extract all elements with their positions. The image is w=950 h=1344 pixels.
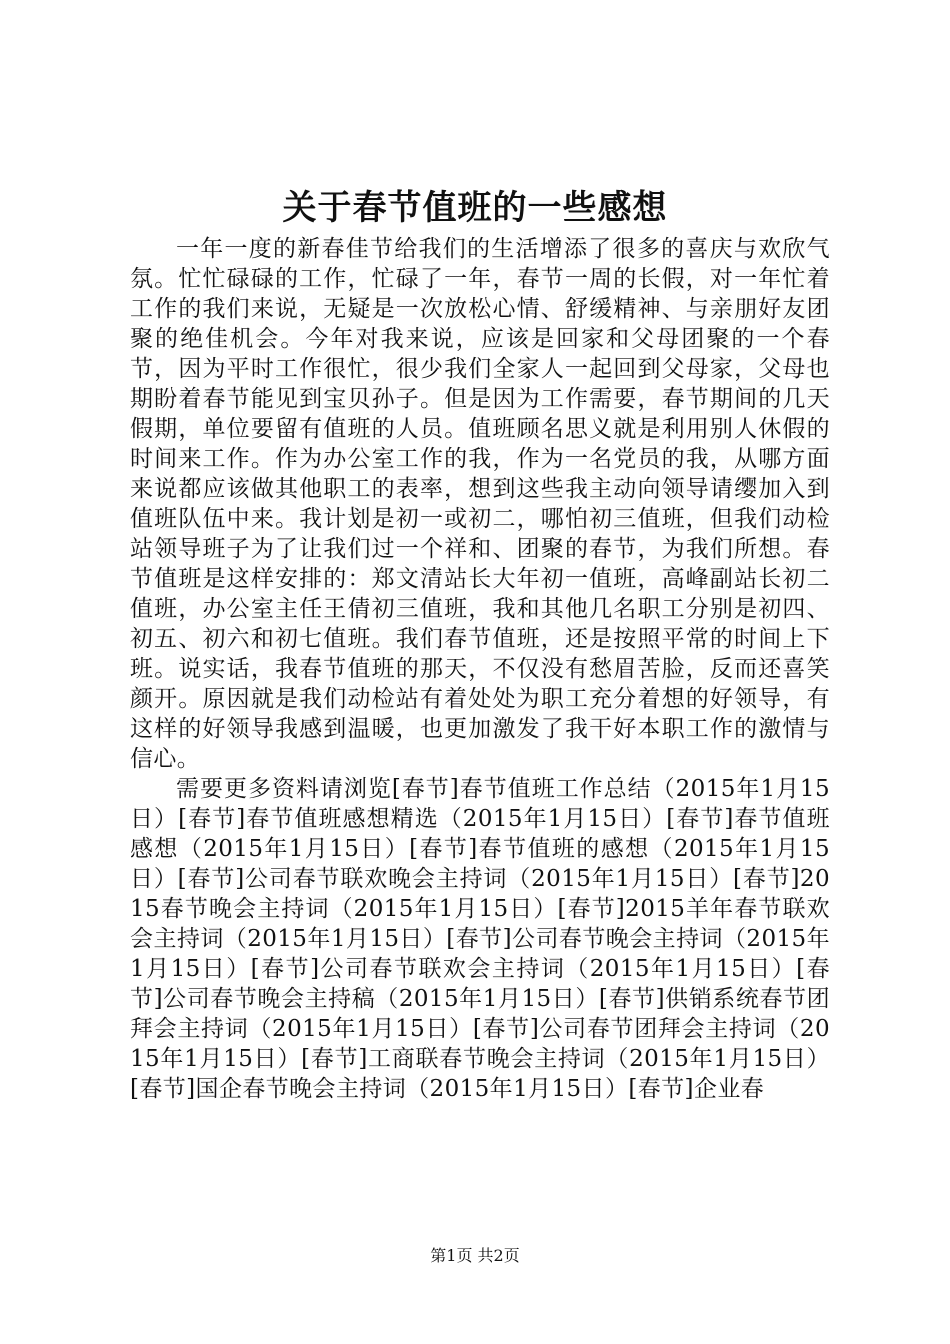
- document-body: [130, 234, 830, 1104]
- document-title: 关于春节值班的一些感想: [282, 188, 668, 228]
- paragraph-more-links: 需要更多资料请浏览[春节]春节值班工作总结（2015年1月15日）[春节]春节值班感想精选（2015年1月15日）[春节]春节值班感想（2015年1月15日）[春节]春节值班的感想（2015年1月15日）[春节]公司春节联欢晚会主持词（2015年1月15日）[春节]2015春节晚会主持词（2015年1月15日）[春节]2015羊年春节联欢会主持词（2015年1月15日）[春节]公司春节晚会主持词（2015年1月15日）[春节]公司春节联欢会主持词（2015年1月15日）[春节]公司春节晚会主持稿（2015年1月15日）[春节]供销系统春节团拜会主持词（2015年1月15日）[春节]公司春节团拜会主持词（2015年1月15日）[春节]工商联春节晚会主持词（2015年1月15日）[春节]国企春节晚会主持词（2015年1月15日）[春节]企业春: [130, 776, 830, 1102]
- page-footer: 第1页 共2页: [430, 1246, 520, 1265]
- paragraph-main: 一年一度的新春佳节给我们的生活增添了很多的喜庆与欢欣气氛。忙忙碌碌的工作，忙碌了一年，春节一周的长假，对一年忙着工作的我们来说，无疑是一次放松心情、舒缓精神、与亲朋好友团聚的绝佳机会。今年对我来说，应该是回家和父母团聚的一个春节，因为平时工作很忙，很少我们全家人一起回到父母家，父母也期盼着春节能见到宝贝孙子。但是因为工作需要，春节期间的几天假期，单位要留有值班的人员。值班顾名思义就是利用别人休假的时间来工作。作为办公室工作的我，作为一名党员的我，从哪方面来说都应该做其他职工的表率，想到这些我主动向领导请缨加入到值班队伍中来。我计划是初一或初二，哪怕初三值班，但我们动检站领导班子为了让我们过一个祥和、团聚的春节，为我们所想。春节值班是这样安排的：郑文清站长大年初一值班，高峰副站长初二值班，办公室主任王倩初三值班，我和其他几名职工分别是初四、初五、初六和初七值班。我们春节值班，还是按照平常的时间上下班。说实话，我春节值班的那天，不仅没有愁眉苦脸，反而还喜笑颜开。原因就是我们动检站有着处处为职工充分着想的好领导，有这样的好领导我感到温暖，也更加激发了我干好本职工作的激情与信心。: [130, 236, 830, 772]
